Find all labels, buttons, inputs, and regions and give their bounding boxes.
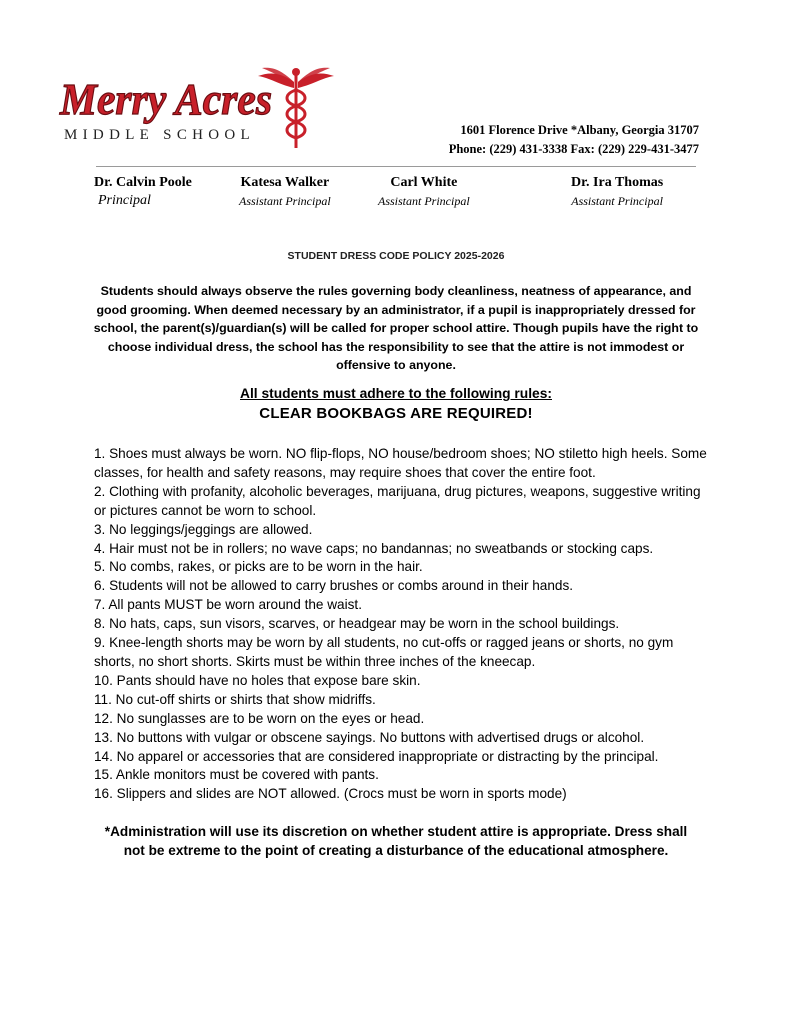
rules-list [94,445,714,804]
logo-subtitle: MIDDLE SCHOOL [64,127,255,143]
school-logo [58,64,338,154]
admin-principal [94,174,192,210]
admin-title: Assistant Principal [571,194,663,208]
admin-name: Dr. Calvin Poole [94,175,192,190]
rule-item: 4. Hair must not be in rollers; no wave caps; no bandannas; no sweatbands or stocking caps. [94,540,654,556]
admin-assistant-principal [239,174,331,210]
bookbags-notice: CLEAR BOOKBAGS ARE REQUIRED! [259,405,533,422]
admin-title: Assistant Principal [378,194,470,208]
admin-name: Katesa Walker [240,175,330,190]
rules-heading: All students must adhere to the following rules: [240,386,552,401]
rule-item: 13. No buttons with vulgar or obscene sayings. No buttons with advertised drugs or alcohol. [94,729,645,745]
policy-title: STUDENT DRESS CODE POLICY 2025-2026 [287,250,505,262]
admin-title: Assistant Principal [239,194,331,208]
rule-item: 5. No combs, rakes, or picks are to be worn in the hair. [94,559,423,575]
admin-name: Dr. Ira Thomas [571,175,664,190]
rule-item: 3. No leggings/jeggings are allowed. [94,521,313,537]
rule-item: 12. No sunglasses are to be worn on the eyes or head. [94,710,425,726]
rule-item: 16. Slippers and slides are NOT allowed. (Crocs must be worn in sports mode) [94,786,567,802]
address-line: 1601 Florence Drive *Albany, Georgia 31707 [460,123,699,137]
policy-intro: Students should always observe the rules governing body cleanliness, neatness of appearance, and good grooming. When deemed necessary by an administrator, if a pupil is inappropriately dressed for school, the parent(s)/guardian(s) will be called for proper school attire. Though pupils have the right to choose individual dress, the school has the responsibility to see that the attire is not immodest or offensive to anyone. [93,284,699,373]
rule-item: 7. All pants MUST be worn around the waist. [94,597,362,613]
admin-assistant-principal [571,174,663,210]
admin-title: Principal [98,193,151,208]
logo-name: Merry Acres [59,75,272,124]
rule-item: 8. No hats, caps, sun visors, scarves, or headgear may be worn in the school buildings. [94,616,620,632]
rule-item: 10. Pants should have no holes that expose bare skin. [94,672,421,688]
admin-assistant-principal [378,174,470,210]
rule-item: 14. No apparel or accessories that are considered inappropriate or distracting by the principal. [94,748,659,764]
administration-note: *Administration will use its discretion on whether student attire is appropriate. Dress shall not be extreme to the point of creating a disturbance of the educational atmosphere. [104,824,688,858]
phone-line: Phone: (229) 431-3338 Fax: (229) 229-431-3477 [448,142,699,156]
admin-name: Carl White [390,175,458,190]
rule-item: 6. Students will not be allowed to carry brushes or combs around in their hands. [94,578,574,594]
rule-item: 2. Clothing with profanity, alcoholic beverages, marijuana, drug pictures, weapons, suggestive writing or pictures cannot be worn to school. [94,483,701,518]
rule-item: 1. Shoes must always be worn. NO flip-flops, NO house/bedroom shoes; NO stiletto high heels. Some classes, for health and safety reasons, may require shoes that cover the entire foot. [94,446,707,480]
address-block [449,121,699,159]
rule-item: 11. No cut-off shirts or shirts that show midriffs. [94,691,376,707]
header-divider [96,166,696,167]
rule-item: 15. Ankle monitors must be covered with pants. [94,767,379,783]
rule-item: 9. Knee-length shorts may be worn by all students, no cut-offs or ragged jeans or shorts, no gym shorts, no short shorts. Skirts must be within three inches of the kneecap. [94,635,674,669]
